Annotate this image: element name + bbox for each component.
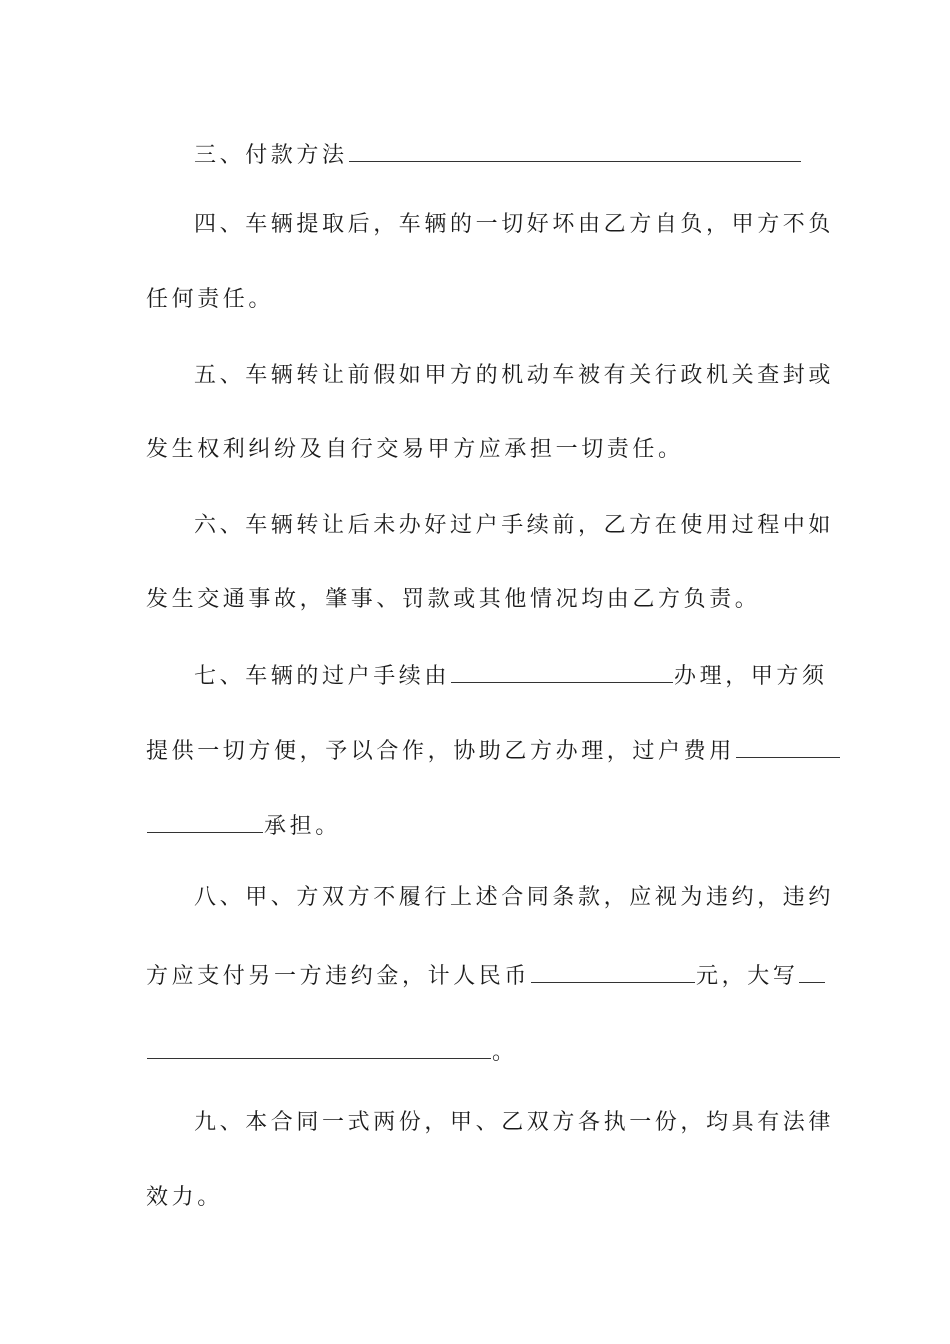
clause-6-line-1 bbox=[146, 506, 854, 546]
clause-9-line-1 bbox=[146, 1103, 854, 1143]
clause-9-text-1: 九、本合同一式两份，甲、乙双方各执一份，均具有法律 bbox=[194, 1110, 835, 1135]
clause-8-text-2a: 方应支付另一方违约金，计人民币 bbox=[146, 964, 531, 989]
penalty-uppercase-blank-2 bbox=[147, 1030, 491, 1059]
clause-4-line-1 bbox=[146, 205, 854, 245]
clause-6-text-2: 发生交通事故，肇事、罚款或其他情况均由乙方负责。 bbox=[146, 587, 761, 612]
clause-6-line-2 bbox=[146, 580, 806, 620]
clause-9-text-2: 效力。 bbox=[146, 1185, 223, 1210]
clause-7-line-3 bbox=[146, 804, 806, 844]
clause-7-line-2 bbox=[146, 729, 806, 769]
clause-8-text-3: 。 bbox=[492, 1040, 518, 1065]
clause-3-text: 三、付款方法 bbox=[194, 143, 348, 168]
clause-8-line-1 bbox=[146, 878, 854, 918]
clause-5-text-2: 发生权利纠纷及自行交易甲方应承担一切责任。 bbox=[146, 437, 684, 462]
clause-4-line-2 bbox=[146, 280, 806, 320]
clause-8-text-1: 八、甲、方双方不履行上述合同条款，应视为违约，违约 bbox=[194, 885, 835, 910]
clause-8-text-2b: 元，大写 bbox=[696, 964, 799, 989]
transfer-fee-blank-1 bbox=[736, 729, 840, 758]
clause-7-text-1a: 七、车辆的过户手续由 bbox=[194, 664, 451, 689]
clause-8-line-3 bbox=[146, 1030, 806, 1070]
penalty-uppercase-blank-1 bbox=[799, 954, 825, 983]
clause-6-text-1: 六、车辆转让后未办好过户手续前，乙方在使用过程中如 bbox=[194, 513, 835, 538]
clause-4-text-2: 任何责任。 bbox=[146, 287, 275, 312]
clause-8-line-2 bbox=[146, 954, 806, 994]
transfer-fee-blank-2 bbox=[147, 804, 263, 833]
transfer-handler-blank bbox=[451, 654, 673, 683]
clause-5-line-2 bbox=[146, 430, 806, 470]
clause-3-line bbox=[146, 133, 854, 173]
clause-7-line-1 bbox=[146, 654, 854, 694]
penalty-amount-blank bbox=[531, 954, 695, 983]
clause-9-line-2 bbox=[146, 1178, 806, 1218]
clause-5-line-1 bbox=[146, 356, 854, 396]
clause-7-text-2: 提供一切方便，予以合作，协助乙方办理，过户费用 bbox=[146, 739, 735, 764]
clause-7-text-1b: 办理，甲方须 bbox=[674, 664, 828, 689]
clause-7-text-3: 承担。 bbox=[264, 814, 341, 839]
payment-method-blank bbox=[349, 133, 801, 162]
clause-5-text-1: 五、车辆转让前假如甲方的机动车被有关行政机关查封或 bbox=[194, 363, 835, 388]
clause-4-text-1: 四、车辆提取后，车辆的一切好坏由乙方自负，甲方不负 bbox=[194, 212, 835, 237]
